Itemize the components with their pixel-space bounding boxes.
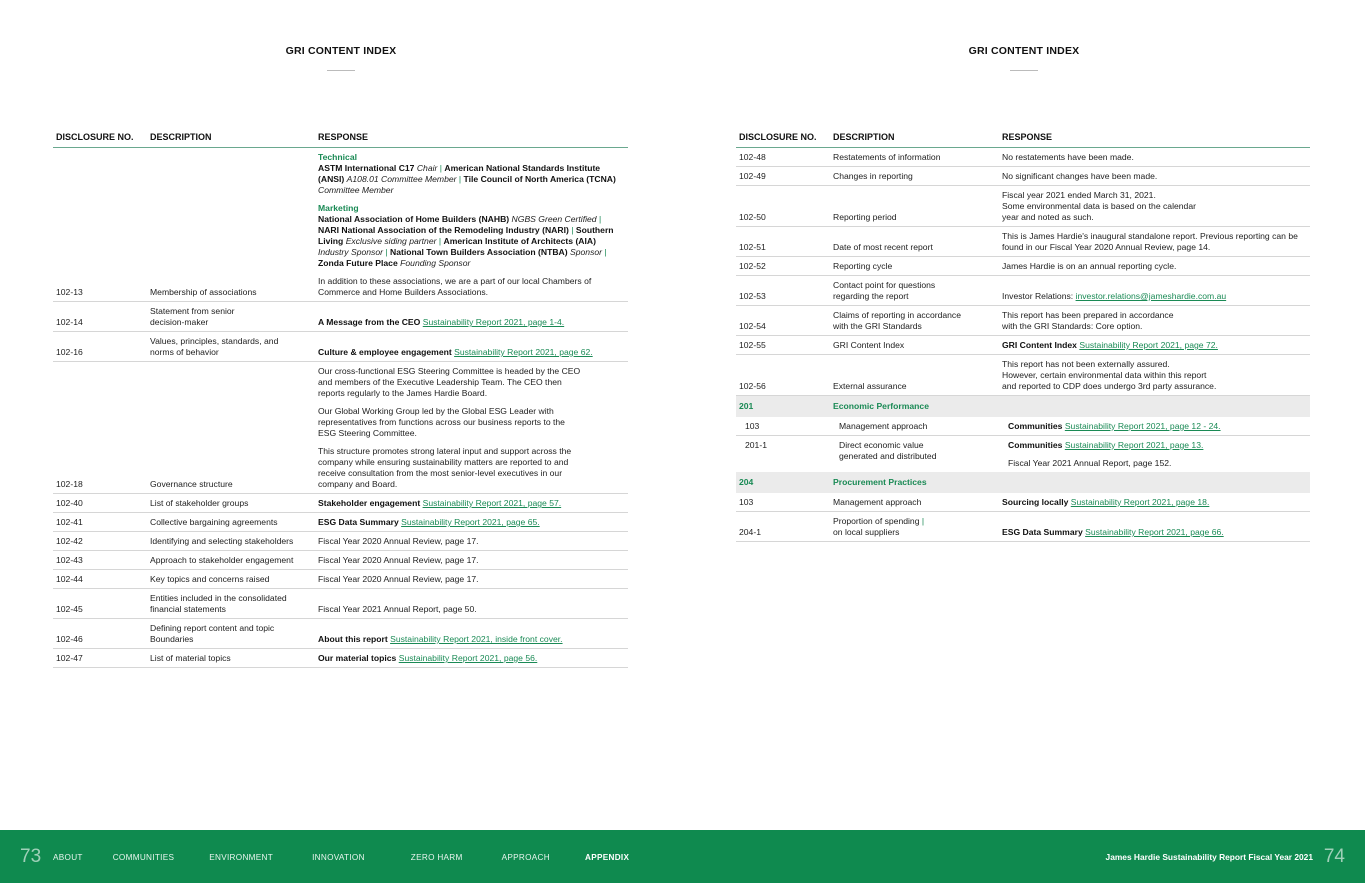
description: Approach to stakeholder engagement [150, 555, 294, 565]
disclosure-no: 102-54 [739, 321, 766, 331]
response [318, 517, 628, 528]
disclosure-no: 102-18 [56, 479, 83, 489]
report-link[interactable]: Sustainability Report 2021, inside front cover. [390, 634, 563, 644]
disclosure-no: 102-46 [56, 634, 83, 644]
description: Governance structure [150, 479, 233, 489]
disclosure-no: 204-1 [739, 527, 761, 537]
org-name: American Institute of Architects (AIA) [443, 236, 596, 246]
header-description: DESCRIPTION [150, 132, 212, 142]
response: Technical ASTM International C17 Chair | American National Standards Institute (ANSI) A108.01 Committee Member | Tile Council of North America (TCNA) Committee Member Marketing National Association of Home Builders (NAHB) NGBS Green Certified | NARI National Association of the Remodeling Industry (NARI) | Southern Living Exclusive siding partner | American Institute of Architects (AIA) Industry Sponsor | National Town Builders Association (NTBA) Sponsor | Zonda Future Place Founding Sponsor In addition to these associations, we are a part of our local Chambers of Commerce and Home Builders Associations. [318, 152, 628, 298]
table-row [53, 302, 628, 332]
table-row [53, 494, 628, 513]
disclosure-no: 102-45 [56, 604, 83, 614]
disclosure-no: 102-44 [56, 574, 83, 584]
report-link[interactable]: Sustainability Report 2021, page 65. [401, 517, 540, 527]
nav-environment[interactable]: ENVIRONMENT [209, 853, 274, 862]
response [318, 653, 628, 664]
response [1002, 527, 1310, 538]
table-row [53, 570, 628, 589]
table-row [736, 257, 1310, 276]
response: Fiscal Year 2020 Annual Review, page 17. [318, 574, 479, 584]
report-link[interactable]: Sustainability Report 2021, page 56. [398, 653, 538, 663]
disclosure-no: 102-48 [739, 152, 766, 162]
org-role: Industry Sponsor [318, 247, 383, 257]
description: Reporting period [833, 212, 897, 222]
org-name: NARI National Association of the Remodeling Industry (NARI) [318, 225, 569, 235]
header-disclosure: DISCLOSURE NO. [739, 132, 817, 142]
description: Membership of associations [150, 287, 257, 297]
description: Entities included in the consolidated financial statements [150, 593, 287, 614]
page-title: GRI CONTENT INDEX [285, 45, 397, 57]
table-row [53, 532, 628, 551]
right-page [683, 0, 1365, 830]
table-row [53, 513, 628, 532]
response: Fiscal Year 2021 Annual Report, page 50. [318, 604, 477, 614]
title-divider [327, 70, 355, 71]
description: Contact point for questions regarding the report [833, 280, 936, 301]
response-bold: Culture & employee engagement [318, 347, 452, 357]
disclosure-no: 102-51 [739, 242, 766, 252]
report-link[interactable]: Sustainability Report 2021, page 72. [1079, 340, 1218, 350]
gri-table-left [53, 130, 628, 668]
header-response: RESPONSE [318, 132, 369, 142]
table-row [736, 167, 1310, 186]
response-bold: Our material topics [318, 653, 397, 663]
response [318, 366, 628, 490]
header-description: DESCRIPTION [833, 132, 895, 142]
nav-approach[interactable]: APPROACH [501, 853, 550, 862]
report-link[interactable]: Sustainability Report 2021, page 18. [1070, 497, 1210, 507]
gri-table-right [736, 130, 1310, 542]
table-row [53, 551, 628, 570]
response [318, 347, 628, 358]
response [1002, 340, 1310, 351]
page-title: GRI CONTENT INDEX [968, 45, 1080, 57]
org-role: Founding Sponsor [400, 258, 471, 268]
response [1002, 497, 1310, 508]
org-name: ASTM International C17 [318, 163, 415, 173]
description: Management approach [833, 497, 922, 507]
section-label: Procurement Practices [833, 477, 927, 487]
description: Restatements of information [833, 152, 941, 162]
section-nav [53, 853, 629, 862]
response-text: This structure promotes strong lateral input and support across the company while ensuring sustainability matters are reported to and receive consultation from the most senior-level executives in our company and Board. [318, 446, 572, 489]
response-text: In addition to these associations, we are a part of our local Chambers of Commerce and Home Builders Associations. [318, 276, 592, 297]
response [318, 317, 628, 328]
page-number-left: 73 [20, 846, 42, 867]
response: James Hardie is on an annual reporting cycle. [1002, 261, 1177, 271]
table-row [736, 148, 1310, 167]
table-row [736, 512, 1310, 542]
table-header [53, 130, 628, 148]
disclosure-no: 102-13 [56, 287, 83, 297]
table-header [736, 130, 1310, 148]
response: No significant changes have been made. [1002, 171, 1158, 181]
disclosure-no: 102-50 [739, 212, 766, 222]
response-bold: ESG Data Summary [318, 517, 399, 527]
table-row [53, 619, 628, 649]
description: List of material topics [150, 653, 231, 663]
response-bold: Communities [1008, 421, 1063, 431]
table-row [736, 417, 1310, 436]
description: Date of most recent report [833, 242, 933, 252]
section-row-economic-performance [736, 396, 1310, 417]
table-row [736, 355, 1310, 396]
response-text: Our cross-functional ESG Steering Committee is headed by the CEO and members of the Executive Leadership Team. The CEO then reports regularly to the James Hardie Board. [318, 366, 581, 398]
description: Proportion of spending | on local suppliers [833, 516, 925, 537]
disclosure-no: 102-41 [56, 517, 83, 527]
table-row [53, 362, 628, 494]
nav-about[interactable]: ABOUT [53, 853, 83, 862]
description: Statement from senior decision-maker [150, 306, 235, 327]
marketing-label: Marketing [318, 203, 359, 213]
description: Claims of reporting in accordance with the GRI Standards [833, 310, 962, 331]
left-page [0, 0, 682, 830]
org-role: Committee Member [318, 185, 394, 195]
table-row [736, 436, 1310, 472]
description: Direct economic value generated and distributed [839, 440, 937, 461]
disclosure-no: 102-49 [739, 171, 766, 181]
description: Changes in reporting [833, 171, 913, 181]
description: Identifying and selecting stakeholders [150, 536, 294, 546]
response-bold: GRI Content Index [1002, 340, 1077, 350]
response: This is James Hardie's inaugural standalone report. Previous reporting can be found in our Fiscal Year 2020 Annual Review, page 14. [1002, 231, 1298, 252]
table-row [53, 148, 628, 302]
description: Collective bargaining agreements [150, 517, 278, 527]
disclosure-no: 102-55 [739, 340, 766, 350]
org-name: Southern Living [318, 225, 614, 246]
disclosure-no: 102-47 [56, 653, 83, 663]
title-divider [1010, 70, 1038, 71]
table-row [736, 276, 1310, 306]
page-number-right: 74 [1323, 846, 1345, 867]
response: No restatements have been made. [1002, 152, 1134, 162]
org-name: National Association of Home Builders (NAHB) [318, 214, 510, 224]
description: External assurance [833, 381, 907, 391]
section-label: Economic Performance [833, 401, 929, 411]
table-row [53, 332, 628, 362]
table-row [53, 589, 628, 619]
table-row [736, 493, 1310, 512]
org-role: A108.01 Committee Member [346, 174, 457, 184]
technical-label: Technical [318, 152, 358, 162]
response-bold: A Message from the CEO [318, 317, 421, 327]
nav-zero-harm[interactable]: ZERO HARM [410, 853, 463, 862]
report-link[interactable]: Sustainability Report 2021, page 62. [454, 347, 593, 357]
disclosure-no: 102-42 [56, 536, 83, 546]
response [318, 498, 628, 509]
table-row [736, 227, 1310, 257]
description: GRI Content Index [833, 340, 905, 350]
response-bold: Sourcing locally [1002, 497, 1069, 507]
report-brand: James Hardie Sustainability Report Fiscal Year 2021 [1105, 852, 1313, 862]
response-bold: About this report [318, 634, 388, 644]
description: Defining report content and topic Boundaries [150, 623, 275, 644]
header-response: RESPONSE [1002, 132, 1053, 142]
disclosure-no: 102-56 [739, 381, 766, 391]
disclosure-no: 102-14 [56, 317, 83, 327]
disclosure-no: 201-1 [745, 440, 767, 450]
org-role: Chair [416, 163, 438, 173]
report-link[interactable]: Sustainability Report 2021, page 1-4. [422, 317, 565, 327]
org-name: National Town Builders Association (NTBA) [389, 247, 568, 257]
disclosure-no: 102-16 [56, 347, 83, 357]
header-disclosure: DISCLOSURE NO. [56, 132, 134, 142]
description: Reporting cycle [833, 261, 893, 271]
disclosure-no: 103 [745, 421, 760, 431]
disclosure-no: 102-52 [739, 261, 766, 271]
response-bold: Stakeholder engagement [318, 498, 421, 508]
disclosure-no: 103 [739, 497, 754, 507]
response: Fiscal year 2021 ended March 31, 2021. Some environmental data is based on the calendar year and noted as such. [1002, 190, 1196, 222]
org-role: Exclusive siding partner [345, 236, 437, 246]
description: Values, principles, standards, and norms of behavior [150, 336, 279, 357]
response [318, 634, 628, 645]
table-row [736, 306, 1310, 336]
response-bold: Communities [1008, 440, 1063, 450]
org-role: Sponsor [570, 247, 603, 257]
description: List of stakeholder groups [150, 498, 249, 508]
table-row [736, 336, 1310, 355]
section-number: 201 [739, 401, 754, 411]
report-link[interactable]: Sustainability Report 2021, page 12 - 24. [1064, 421, 1221, 431]
response [1002, 440, 1310, 469]
section-row-procurement-practices [736, 472, 1310, 493]
report-link[interactable]: Sustainability Report 2021, page 66. [1085, 527, 1224, 537]
org-name: American National Standards Institute (ANSI) [318, 163, 601, 184]
table-row [736, 186, 1310, 227]
response: This report has been prepared in accordance with the GRI Standards: Core option. [1002, 310, 1174, 331]
org-name: Tile Council of North America (TCNA) [463, 174, 616, 184]
response-bold: ESG Data Summary [1002, 527, 1083, 537]
table-row [53, 649, 628, 668]
response: Investor Relations: investor.relations@jameshardie.com.au [1002, 291, 1227, 301]
nav-communities[interactable]: COMMUNITIES [112, 853, 175, 862]
org-name: Zonda Future Place [318, 258, 398, 268]
response-text: Fiscal Year 2021 Annual Report, page 152. [1008, 458, 1172, 468]
section-number: 204 [739, 477, 754, 487]
report-link[interactable]: Sustainability Report 2021, page 13. [1064, 440, 1204, 450]
footer-bar [0, 830, 1365, 883]
nav-appendix[interactable]: APPENDIX [584, 853, 630, 862]
response: Fiscal Year 2020 Annual Review, page 17. [318, 555, 479, 565]
disclosure-no: 102-43 [56, 555, 83, 565]
response [1002, 421, 1310, 432]
description: Key topics and concerns raised [150, 574, 270, 584]
org-role: NGBS Green Certified [511, 214, 597, 224]
email-link[interactable]: investor.relations@jameshardie.com.au [1075, 291, 1227, 301]
disclosure-no: 102-40 [56, 498, 83, 508]
nav-innovation[interactable]: INNOVATION [312, 853, 365, 862]
response-text: Our Global Working Group led by the Global ESG Leader with representatives from functions across our business reports to the ESG Steering Committee. [318, 406, 565, 438]
description: Management approach [839, 421, 928, 431]
report-link[interactable]: Sustainability Report 2021, page 57. [422, 498, 562, 508]
response: Fiscal Year 2020 Annual Review, page 17. [318, 536, 479, 546]
disclosure-no: 102-53 [739, 291, 766, 301]
response: This report has not been externally assured. However, certain environmental data within this report and reported to CDP does undergo 3rd party assurance. [1002, 359, 1217, 391]
